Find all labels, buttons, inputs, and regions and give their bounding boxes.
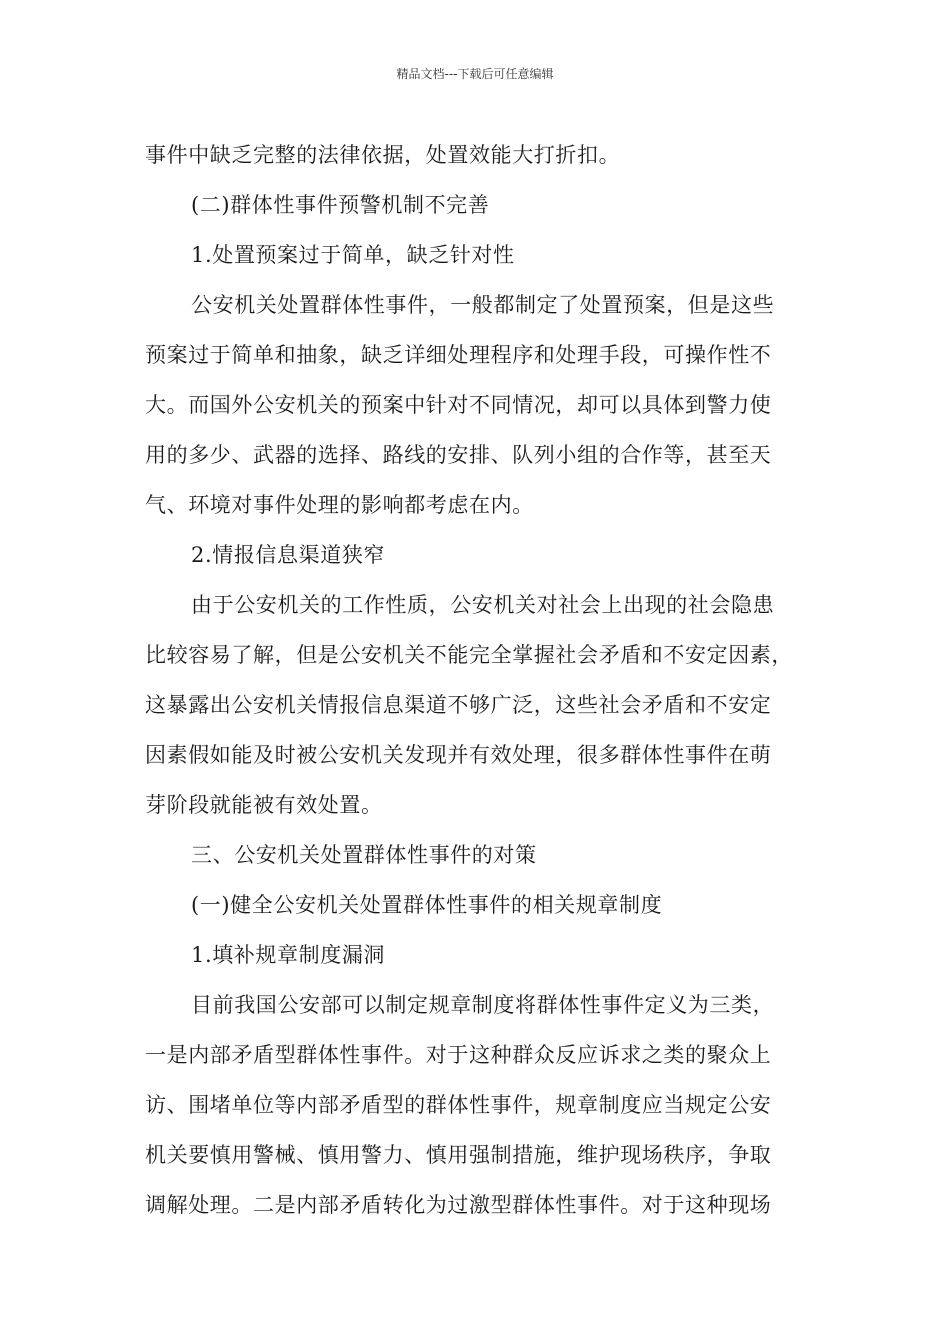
section-heading: (一)健全公安机关处置群体性事件的相关规章制度: [191, 893, 663, 917]
text-line: 芽阶段就能被有效处置。: [145, 793, 383, 817]
subsection-heading: 2.情报信息渠道狭窄: [191, 543, 386, 567]
text-line: 由于公安机关的工作性质，公安机关对社会上出现的社会隐患: [191, 593, 775, 617]
text-line: 因素假如能及时被公安机关发现并有效处理，很多群体性事件在萌: [145, 743, 772, 767]
text-line: 预案过于简单和抽象，缺乏详细处理程序和处理手段，可操作性不: [145, 343, 772, 367]
page-header: 精品文档---下载后可任意编辑: [396, 67, 554, 81]
subsection-heading: 1.填补规章制度漏洞: [191, 943, 386, 967]
subsection-heading: 1.处置预案过于简单，缺乏针对性: [191, 243, 515, 267]
text-line: 气、环境对事件处理的影响都考虑在内。: [145, 493, 534, 517]
text-line: 访、围堵单位等内部矛盾型的群体性事件，规章制度应当规定公安: [145, 1093, 772, 1117]
section-heading: (二)群体性事件预警机制不完善: [191, 193, 490, 217]
text-line: 目前我国公安部可以制定规章制度将群体性事件定义为三类，: [191, 993, 775, 1017]
text-line: 机关要慎用警械、慎用警力、慎用强制措施，维护现场秩序，争取: [145, 1143, 772, 1167]
text-line: 用的多少、武器的选择、路线的安排、队列小组的合作等，甚至天: [145, 443, 772, 467]
chapter-heading: 三、公安机关处置群体性事件的对策: [191, 843, 537, 867]
text-line: 大。而国外公安机关的预案中针对不同情况，却可以具体到警力使: [145, 393, 772, 417]
text-line: 调解处理。二是内部矛盾转化为过激型群体性事件。对于这种现场: [145, 1193, 772, 1217]
text-line: 公安机关处置群体性事件，一般都制定了处置预案，但是这些: [191, 293, 775, 317]
text-line: 事件中缺乏完整的法律依据，处置效能大打折扣。: [145, 143, 621, 167]
text-line: 一是内部矛盾型群体性事件。对于这种群众反应诉求之类的聚众上: [145, 1043, 772, 1067]
document-body: [145, 130, 815, 1230]
text-line: 这暴露出公安机关情报信息渠道不够广泛，这些社会矛盾和不安定: [145, 693, 772, 717]
text-line: 比较容易了解，但是公安机关不能完全掌握社会矛盾和不安定因素，: [145, 643, 793, 667]
